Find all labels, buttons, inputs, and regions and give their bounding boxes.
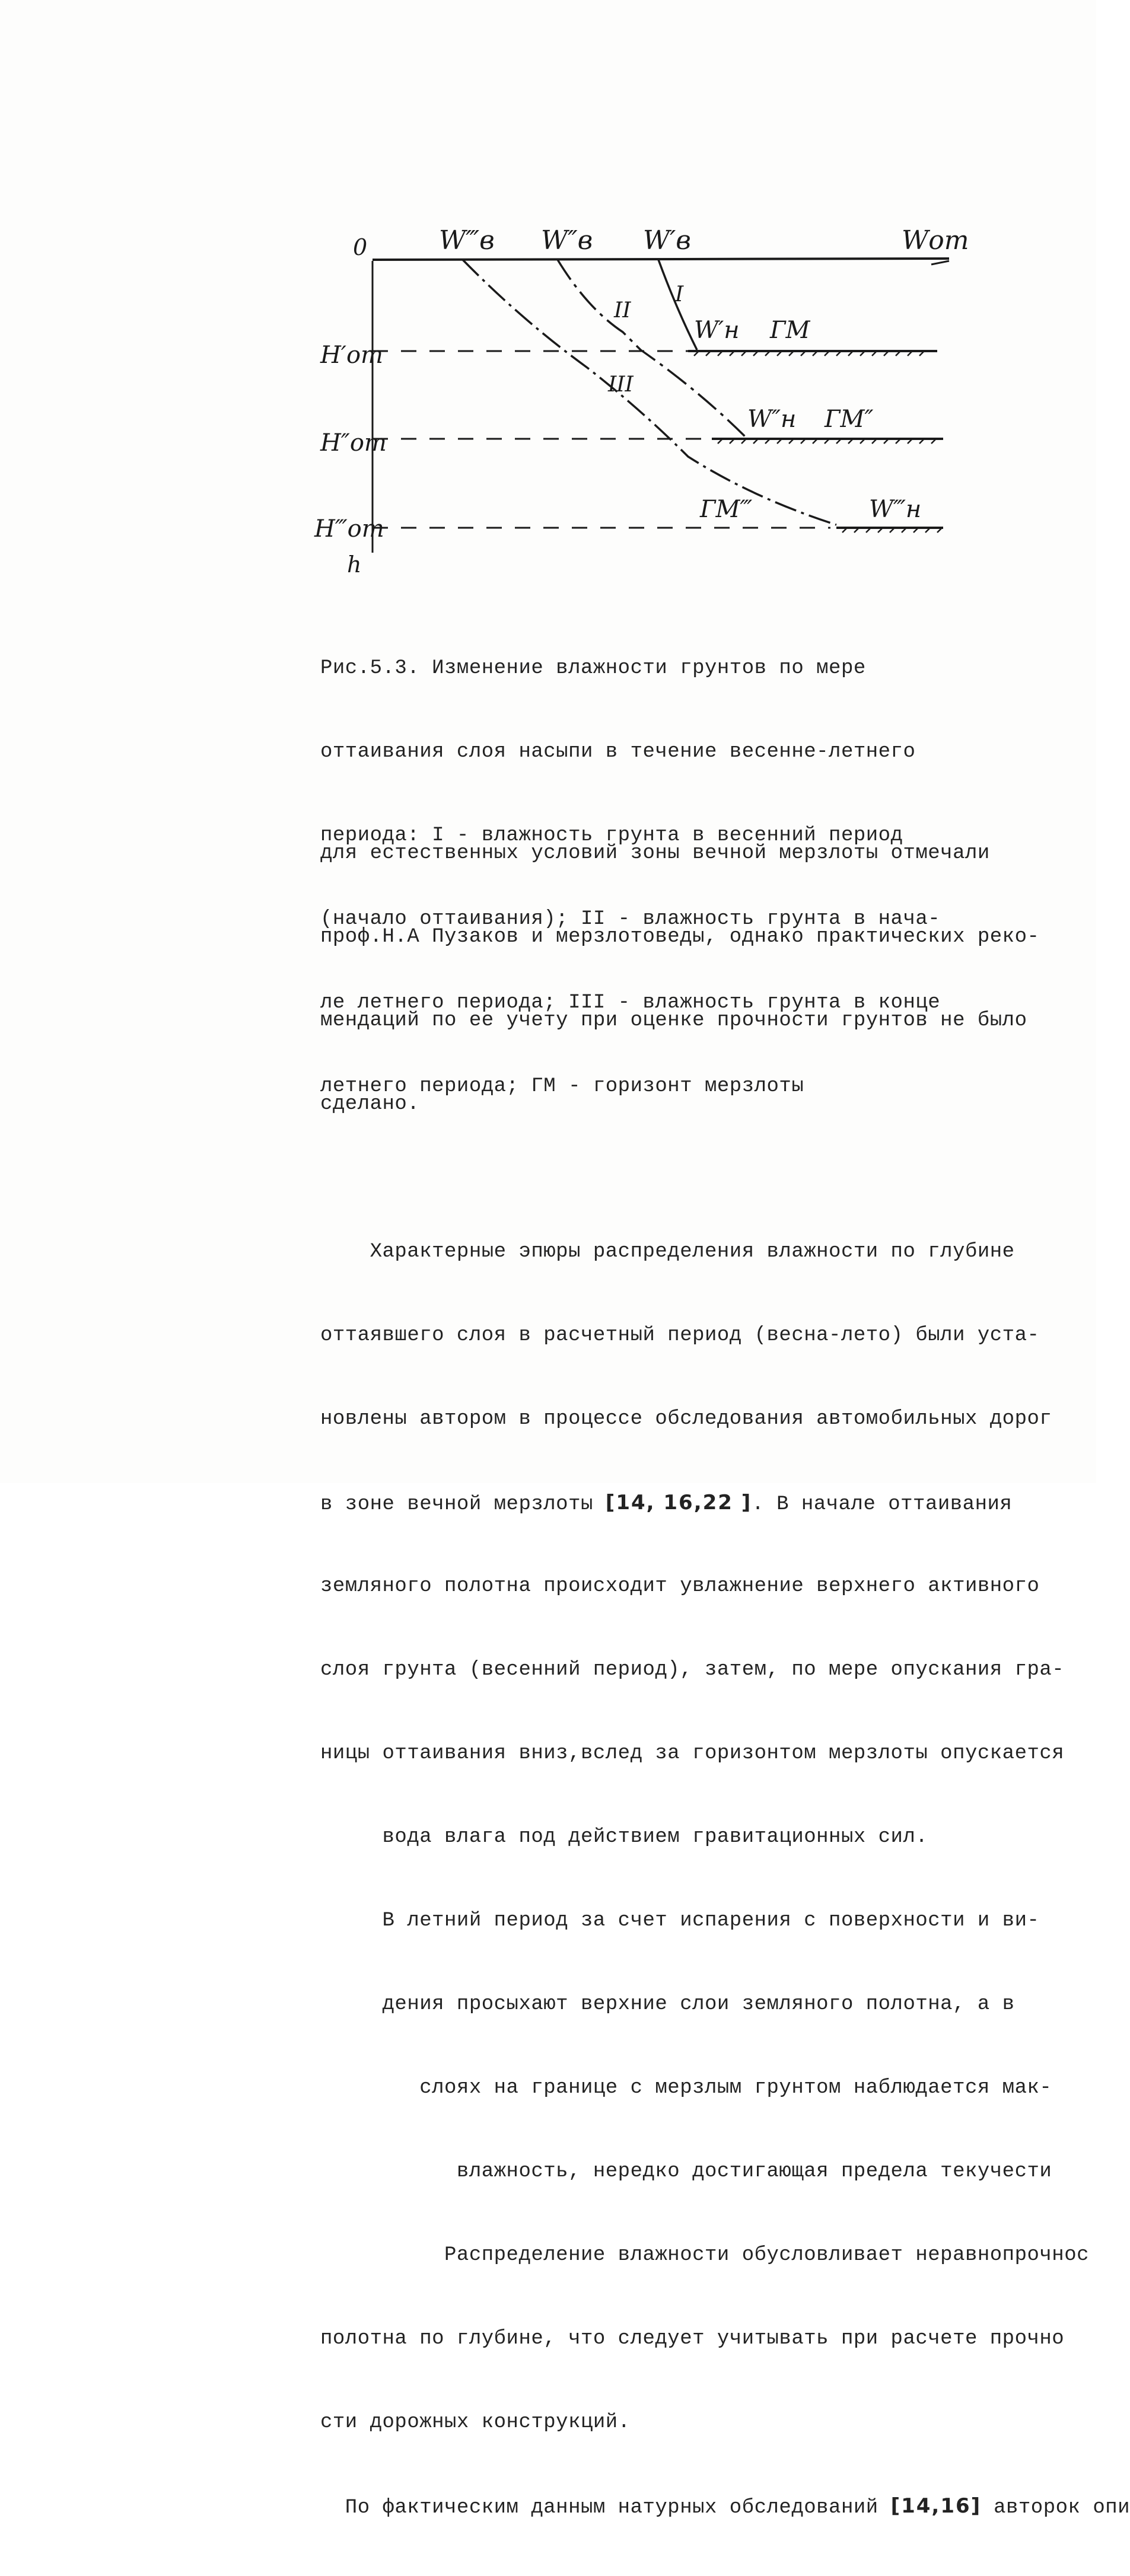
caption-line: оттаивания слоя насыпи в течение весенне-летнего [320, 741, 916, 763]
caption-line: ле летнего периода; III - влажность грунта в конце [320, 991, 941, 1014]
paragraph-line: вода влага под действием гравитационных сил. [320, 1826, 928, 1848]
paragraph-line: мендаций по ее учету при оценке прочности грунтов не было [320, 1009, 1027, 1032]
curve-I-label: I [675, 282, 684, 307]
paragraph-text: . В начале оттаивания [752, 1493, 1013, 1516]
paragraph-line: сделано. [320, 1093, 420, 1115]
paragraph-line: слоях на границе с мерзлым грунтом наблюдается мак- [320, 2077, 1052, 2099]
paragraph-line: В летний период за счет испарения с поверхности и ви- [320, 1909, 1040, 1932]
wot-label: Wот [902, 225, 969, 256]
body-text [320, 784, 1130, 2576]
gm2-label: ГМ″ [825, 406, 874, 433]
paragraph-line: оттаявшего слоя в расчетный период (весна-лето) были уста- [320, 1324, 1040, 1347]
gm1-label: ГМ [770, 317, 810, 344]
curve-II [558, 260, 747, 439]
paragraph-text: в зоне вечной мерзлоты [320, 1493, 593, 1516]
surface-axis-arrow [931, 261, 949, 264]
paragraph-line: проф.Н.А Пузаков и мерзлотоведы, однако практических реко- [320, 926, 1040, 948]
paragraph-line [320, 1489, 1130, 1517]
paragraph-line: полотна по глубине, что следует учитывать при расчете прочно [320, 2328, 1065, 2350]
paragraph-line: для естественных условий зоны вечной мерзлоты отмечали [320, 842, 990, 865]
caption-line: летнего периода; ГМ - горизонт мерзлоты [320, 1075, 804, 1098]
caption-line: периода: I - влажность грунта в весенний период [320, 824, 903, 847]
paragraph-line: слоя грунта (весенний период), затем, по мере опускания гра- [320, 1659, 1065, 1681]
surface-axis [373, 259, 949, 260]
h1-label: H′от [320, 342, 383, 369]
paragraph-line: Характерные эпюры распределения влажности по глубине [320, 1241, 1015, 1263]
paragraph-line [320, 2492, 1130, 2520]
paragraph-line: дения просыхают верхние слои земляного полотна, а в [320, 1993, 1015, 2016]
wn1-label: W′н [694, 317, 740, 344]
caption-line: (начало оттаивания); II - влажность грунта в нача- [320, 908, 941, 930]
moisture-profile-diagram [0, 0, 1096, 593]
h-axis-label: h [347, 551, 362, 578]
gm3-label: ГМ‴ [700, 496, 753, 523]
wb1-label: W′в [643, 225, 691, 256]
paragraph-line: Распределение влажности обусловливает неравнопрочнос [320, 2244, 1090, 2266]
paragraph-line: ницы оттаивания вниз,вслед за горизонтом мерзлоты опускается [320, 1742, 1065, 1765]
paragraph-line: новлены автором в процессе обследования автомобильных дорог [320, 1408, 1052, 1430]
paragraph-line: влажность, нередко достигающая предела текучести [320, 2160, 1052, 2183]
wn2-label: W″н [747, 406, 797, 433]
h3-label: H‴от [314, 515, 384, 543]
paragraph-line: земляного полотна происходит увлажнение верхнего активного [320, 1575, 1040, 1598]
caption-line: Рис.5.3. Изменение влажности грунтов по мере [320, 657, 866, 680]
reference-citation: [14, 16,22 ] [605, 1491, 752, 1515]
curve-III-label: III [608, 372, 634, 397]
reference-citation: [14,16] [890, 2494, 982, 2518]
h2-label: H″от [320, 429, 387, 457]
paragraph-text: По фактическим данным натурных обследований [320, 2497, 878, 2519]
curve-III [463, 260, 836, 525]
curve-II-label: II [614, 298, 631, 323]
wb3-label: W‴в [439, 225, 495, 256]
wn3-label: W‴н [869, 496, 922, 523]
paragraph-line: сти дорожных конструкций. [320, 2411, 631, 2434]
origin-label: 0 [353, 234, 368, 260]
wb2-label: W″в [541, 225, 593, 256]
paragraph-text: авторок опи [981, 2497, 1130, 2519]
